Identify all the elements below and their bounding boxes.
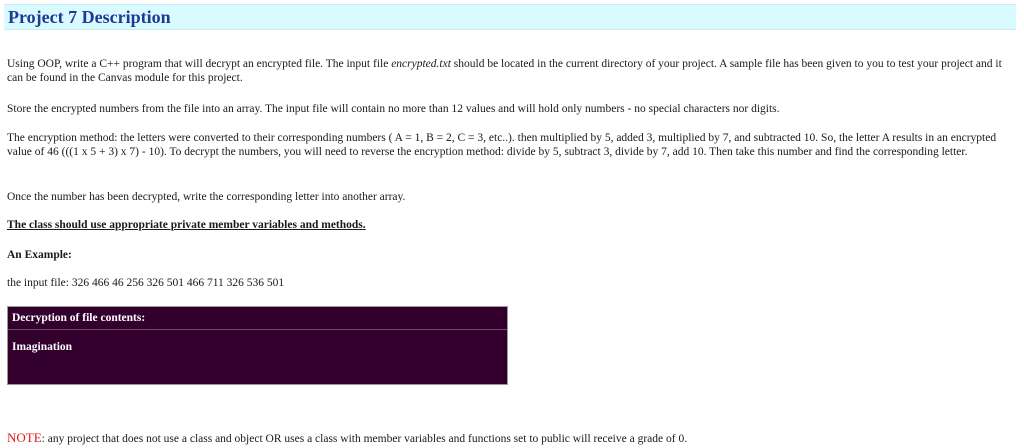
example-heading: An Example:: [7, 249, 72, 261]
result-box-divider: [8, 329, 507, 330]
class-requirement-paragraph: The class should use appropriate private member variables and methods.: [7, 219, 366, 231]
decryption-result-heading: Decryption of file contents:: [12, 312, 146, 324]
intro-text-after: should be located in the current directory of your project. A sample file has been given to you to test your project and it can be found in the Canvas module for this project.: [7, 58, 1002, 84]
encryption-method-paragraph: The encryption method: the letters were converted to their corresponding numbers ( A = 1, B = 2, C = 3, etc..). then multiplied by 5, added 3, multiplied by 7, and subtracted 10. So, the letter A results in an encrypted value of 46 (((1 x 5 + 3) x 7) - 10). To decrypt the numbers, you will need to reverse the encryption method: divide by 5, subtract 3, divide by 7, add 10. Then take this number and find the corresponding letter.: [7, 132, 997, 158]
note-paragraph: [7, 431, 687, 447]
intro-text-before: Using OOP, write a C++ program that will decrypt an encrypted file. The input file: [7, 58, 392, 70]
note-text: : any project that does not use a class and object OR uses a class with member variables and functions set to public will receive a grade of 0.: [41, 432, 688, 445]
note-label: NOTE: [7, 429, 42, 445]
example-input-line: the input file: 326 466 46 256 326 501 466 711 326 536 501: [7, 277, 285, 289]
intro-paragraph: [7, 58, 1017, 85]
storage-paragraph: Store the encrypted numbers from the file into an array. The input file will contain no more than 12 values and will hold only numbers - no special characters nor digits.: [7, 103, 780, 115]
page-title: Project 7 Description: [8, 7, 171, 27]
output-array-paragraph: Once the number has been decrypted, write the corresponding letter into another array.: [7, 191, 406, 203]
decryption-result-value: Imagination: [12, 341, 73, 353]
decryption-result-box: [7, 306, 508, 385]
input-filename: encrypted.txt: [391, 58, 451, 70]
title-bar: [4, 4, 1016, 30]
